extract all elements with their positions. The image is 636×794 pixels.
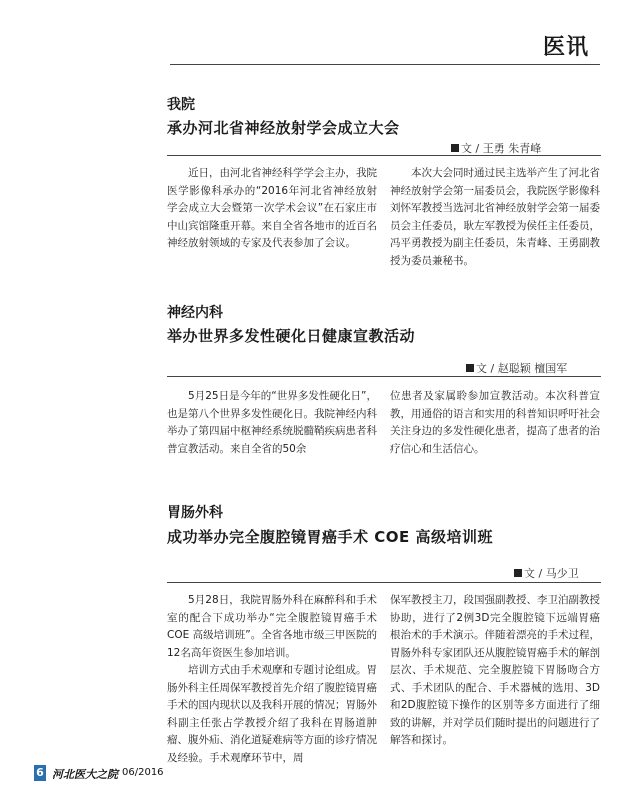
article-1-byline: 文 / 王勇 朱青峰 (451, 140, 541, 156)
article-3-dept: 胃肠外科 (167, 505, 223, 521)
section-title: 医讯 (543, 35, 590, 60)
paragraph: 保军教授主刀，段国强副教授、李卫泊副教授协助，进行了2例3D完全腹腔镜下远端胃癌根治术的手术演示。伴随着漂亮的手术过程，胃肠外科专家团队还从腹腔镜胃癌手术的解剖层次、手术规范、完全腹腔镜下胃肠吻合方式、手术团队的配合、手术器械的选用、3D和2D腹腔镜下操作的区别等多方面进行了细致的讲解，并对学员们随时提出的问题进行了解答和探讨。 (390, 594, 600, 746)
article-1-headline: 承办河北省神经放射学会成立大会 (167, 119, 400, 137)
article-1-col-1 (167, 165, 377, 253)
paragraph: 位患者及家属聆参加宣教活动。本次科普宣教，用通俗的语言和实用的科普知识呼吁社会关注身边的多发性硬化患者，提高了患者的治疗信心和生活信心。 (390, 390, 600, 455)
article-1-dept: 我院 (167, 97, 195, 113)
article-3-col-2 (390, 592, 600, 750)
article-1-rule (167, 155, 601, 156)
article-3-rule (167, 582, 601, 583)
article-3-byline: 文 / 马少卫 (514, 565, 579, 581)
paragraph: 5月28日，我院胃肠外科在麻醉科和手术室的配合下成功举办“完全腹腔镜胃癌手术 COE 高级培训班”。全省各地市级三甲医院的12名高年资医生参加培训。 (167, 594, 377, 659)
byline-square-icon (466, 364, 474, 372)
header-rule (170, 64, 600, 65)
paragraph: 培训方式由手术观摩和专题讨论组成。胃肠外科主任周保军教授首先介绍了腹腔镜胃癌手术的国内现状以及我科开展的情况；胃肠外科副主任张占学教授介绍了我科在胃肠道肿瘤、腹外疝、消化道疑难病等方面的诊疗情况及经验。手术观摩环节中，周 (167, 664, 377, 764)
article-2-dept: 神经内科 (167, 305, 223, 321)
article-3-col-1 (167, 592, 377, 767)
issue-date: 06/2016 (122, 767, 164, 778)
article-1-col-2 (390, 165, 600, 270)
paragraph: 本次大会同时通过民主选举产生了河北省神经放射学会第一届委员会，我院医学影像科刘怀军教授当选河北省神经放射学会第一届委员会主任委员，耿左军教授为侯任主任委员，冯平勇教授为副主任委员，朱青峰、王勇副教授为委员兼秘书。 (390, 167, 600, 267)
byline-square-icon (514, 569, 522, 577)
article-2-byline: 文 / 赵聪颖 檀国军 (466, 360, 567, 376)
journal-logo: 河北医大之院 (52, 768, 118, 781)
article-3-headline: 成功举办完全腹腔镜胃癌手术 COE 高级培训班 (167, 528, 493, 546)
article-2-headline: 举办世界多发性硬化日健康宣教活动 (167, 327, 416, 345)
byline-square-icon (451, 144, 459, 152)
page-number: 6 (34, 765, 46, 781)
paragraph: 5月25日是今年的“世界多发性硬化日”，也是第八个世界多发性硬化日。我院神经内科举办了第四届中枢神经系统脱髓鞘疾病患者科普宣教活动。来自全省的50余 (167, 390, 377, 455)
paragraph: 近日，由河北省神经科学学会主办，我院医学影像科承办的“2016年河北省神经放射学会成立大会暨第一次学术会议”在石家庄市中山宾馆隆重开幕。来自全省各地市的近百名神经放射领域的专家及代表参加了会议。 (167, 167, 377, 249)
article-2-col-1 (167, 388, 377, 458)
article-2-col-2 (390, 388, 600, 458)
article-2-rule (167, 376, 601, 377)
